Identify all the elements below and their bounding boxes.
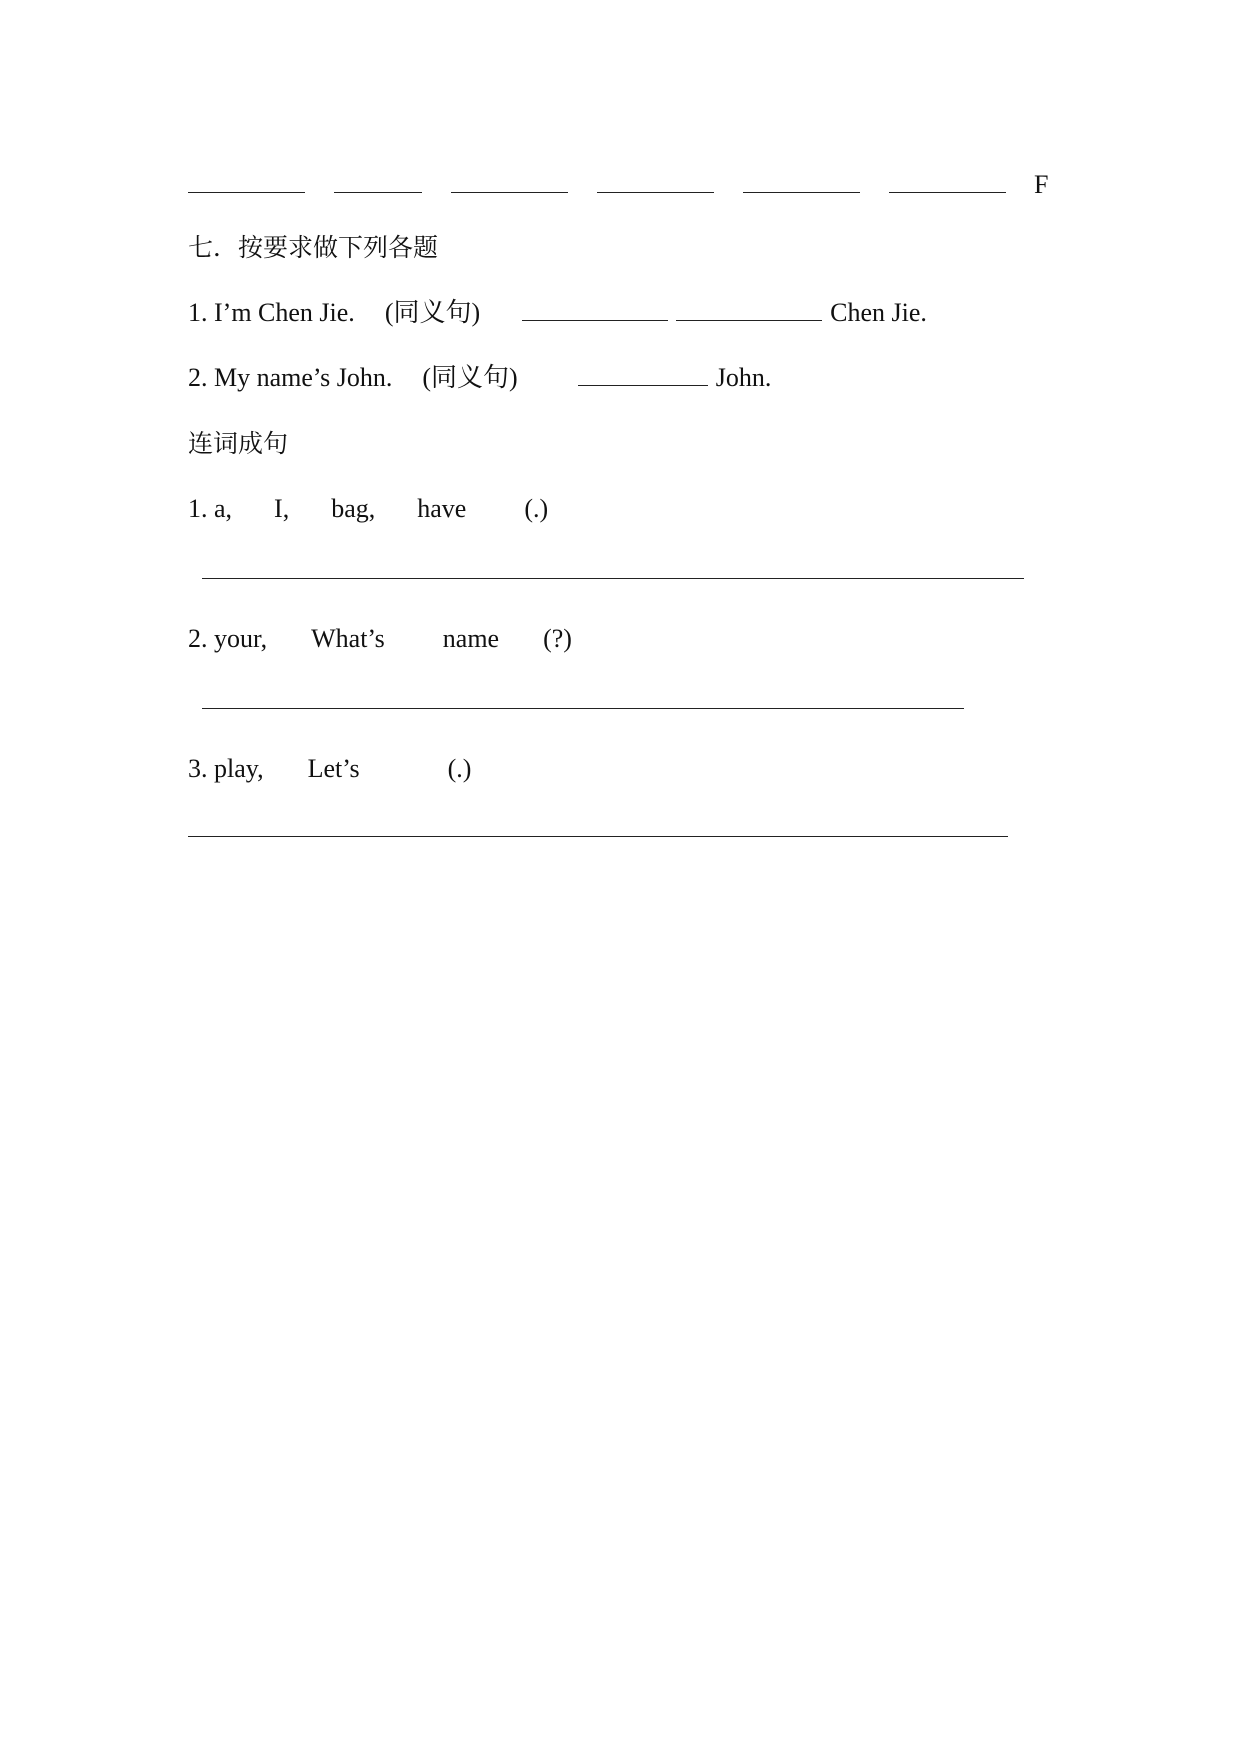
blank-4[interactable] — [597, 172, 714, 193]
section7-question-1 — [188, 296, 927, 330]
word-order-item-3 — [188, 752, 471, 786]
blank-3[interactable] — [451, 172, 568, 193]
q1-text: 1. I’m Chen Jie. — [188, 298, 355, 327]
item3-num: 3. play, — [188, 754, 264, 783]
item2-num: 2. your, — [188, 624, 268, 653]
word-order-item-1 — [188, 492, 548, 526]
word-order-heading: 连词成句 — [188, 429, 289, 458]
item2-answer-line[interactable] — [202, 708, 964, 709]
q2-hint: (同义句) — [422, 363, 518, 392]
blank-5[interactable] — [743, 172, 860, 193]
blank-2[interactable] — [334, 172, 422, 193]
q2-text: 2. My name’s John. — [188, 363, 393, 392]
item1-answer-line[interactable] — [202, 578, 1024, 579]
section7-question-2 — [188, 361, 771, 395]
top-blank-row — [188, 168, 1048, 202]
item1-num: 1. a, — [188, 494, 233, 523]
word-order-item-2 — [188, 622, 572, 656]
q1-blank-2[interactable] — [676, 300, 822, 321]
item1-word-1: I, — [274, 494, 290, 523]
q1-blank-1[interactable] — [522, 300, 668, 321]
section7-heading: 七．按要求做下列各题 — [188, 233, 439, 262]
q1-hint: (同义句) — [384, 298, 481, 327]
item3-punct: (.) — [447, 754, 472, 783]
q2-blank[interactable] — [578, 365, 708, 386]
item3-answer-line[interactable] — [188, 836, 1008, 837]
item3-word-1: Let’s — [307, 754, 360, 783]
item2-word-2: name — [442, 624, 500, 653]
q1-tail: Chen Jie. — [830, 298, 927, 327]
item1-word-2: bag, — [331, 494, 376, 523]
item2-word-1: What’s — [311, 624, 385, 653]
blank-1[interactable] — [188, 172, 305, 193]
q2-tail: John. — [715, 363, 772, 392]
item1-word-3: have — [417, 494, 467, 523]
top-row-letter: F — [1034, 170, 1049, 199]
item1-punct: (.) — [524, 494, 549, 523]
blank-6[interactable] — [889, 172, 1006, 193]
item2-punct: (?) — [543, 624, 572, 653]
